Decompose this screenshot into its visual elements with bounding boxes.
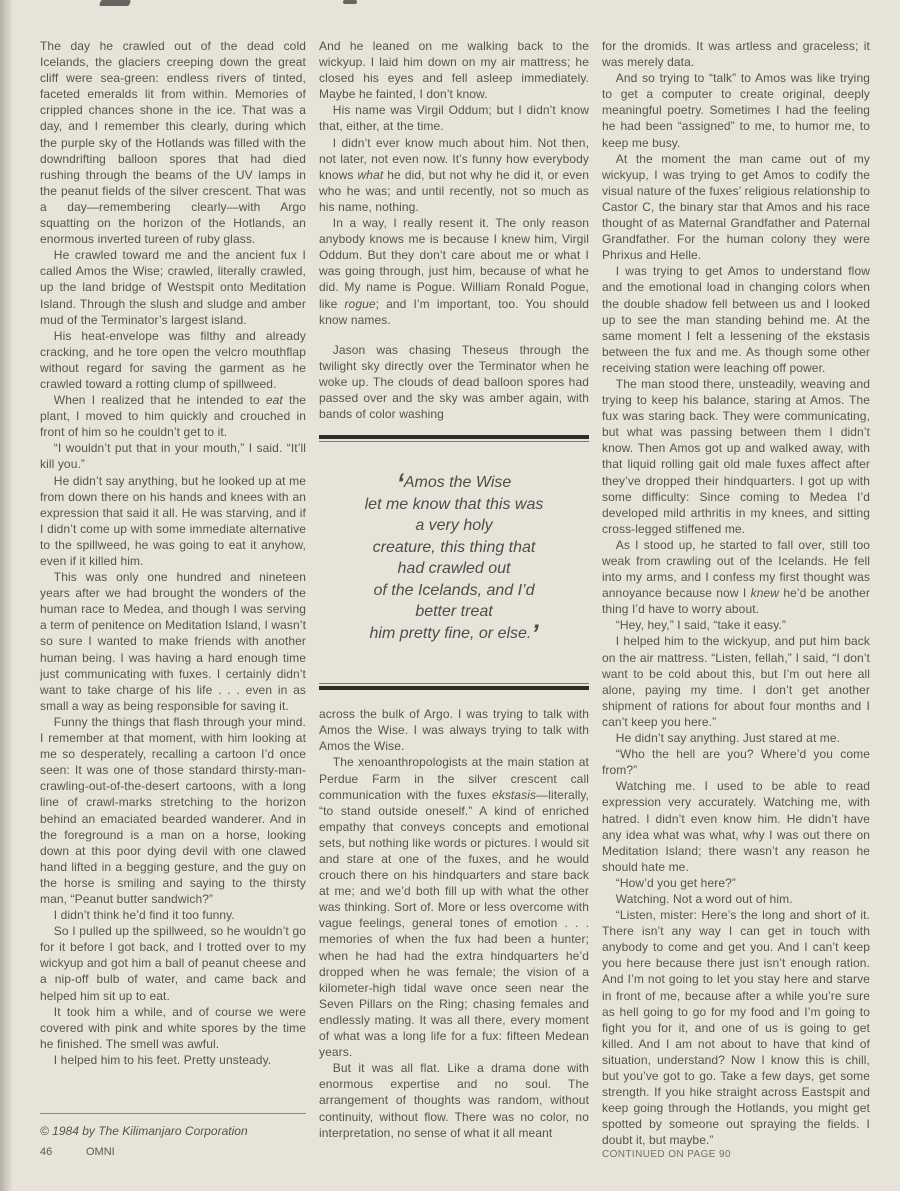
scan-artifact [99,0,131,6]
scan-artifact [343,0,357,4]
close-quote-mark: ’ [531,620,539,649]
paragraph: “Listen, mister: Here’s the long and short of it. There isn’t any way I can get in touch with anybody to come and get you. And I can’t keep you here because there just isn’t enough ration. And I’m not going to let you stay here and starve in front of me, because after a while you’re sure as hell going to go for my food and I’m going to fight you for it, and one of us is going to get killed. And I am not about to have that kind of situation, understand? Now I know this is chill, but you’ve got to go. Take a few days, get some strength. If you hike straight across Eastspit and keep going through the Hotlands, you might get spotted by someone out spraying the fields. I doubt it, but maybe.” [602,908,870,1148]
paragraph: In a way, I really resent it. The only reason anybody knows me is because I knew him, Virgil Oddum. But they don’t care about me or what I was going through, just him, because of what he did. My name is Pogue. William Ronald Pogue, like rogue; and I’m important, too. You should know names. [319,216,589,327]
paragraph: His heat-envelope was filthy and already cracking, and he tore open the velcro mouthflap without regard for saving the garment as he crawled toward a rotting clump of spillweed. [40,328,306,391]
paragraph: Watching me. I used to be able to read expression very accurately. Watching me, with hatred. I didn’t even know him. He didn’t have any idea what was what, why I was out there on Meditation Island; there wasn’t any reason he should hate me. [602,779,870,874]
middle-column-text-bottom [319,706,589,1141]
copyright-line: © 1984 by The Kilimanjaro Corporation [40,1124,248,1138]
footer-rule [40,1113,306,1114]
paragraph: As I stood up, he started to fall over, still too weak from crawling out of the Icelands. He fell into my arms, and I confess my first thought was annoyance because now I knew he’d be another thing I’d have to worry about. [602,537,870,617]
paragraph: Watching. Not a word out of him. [615,891,793,906]
paragraph: He crawled toward me and the ancient fux I called Amos the Wise; crawled, literally crawled, up the land bridge of Westspit onto Meditation Island. Through the slush and sludge and amber mud of the Terminator’s largest island. [40,248,306,327]
paragraph: This was only one hundred and nineteen years after we had brought the wonders of the human race to Medea, and though I was serving a term of penitence on Meditation Island, I wasn’t so sure I wanted to make friends with another human being. I was having a hard enough time just communicating with fuxes. I certainly didn’t want to take charge of his life . . . even in as small a way as being responsible for saving it. [40,570,306,713]
paragraph: I didn’t ever know much about him. Not then, not later, not even now. It’s funny how everybody knows what he did, but not why he did it, or even who he was; and until recently, not so much as his name, nothing. [319,135,590,214]
paragraph: I helped him to the wickyup, and put him back on the air mattress. “Listen, fellah,” I said, “I don’t want to be cold about this, but I’m out here all alone, paying my time. I don’t get another shipment of rations for about four months and I can’t keep you here.” [602,634,870,729]
paragraph: And he leaned on me walking back to the wickyup. I laid him down on my air mattress; he closed his eyes and fell asleep immediately. Maybe he fainted, I don’t know. [319,39,589,102]
pullquote-rule-bottom [319,683,589,690]
paragraph: I was trying to get Amos to understand flow and the emotional load in changing colors when the double shadow fell between us and I looked up to see the man standing behind me. At the same moment I felt a lessening of the ekstasis between the fux and me. As though some other receiving station were leaching off power. [602,264,870,375]
page-number: 46 [40,1146,53,1158]
paragraph: across the bulk of Argo. I was trying to talk with Amos the Wise. I was always trying to talk with Amos the Wise. [319,707,589,754]
paragraph: But it was all flat. Like a drama done with enormous expertise and no soul. The arrangement of thoughts was random, without continuity, without flow. There was no color, no interpretation, no sense of what it all meant [319,1061,589,1140]
paragraph: He didn’t say anything. Just stared at me. [615,731,841,746]
paragraph: Funny the things that flash through your mind. I remember at that moment, with him looking at me so desperately, recalling a cartoon I’d once seen: It was one of those standard thirsty-man-crawling-out-of-the-desert cartoons, with a long line of crawl-marks stretching to the horizon behind an emaciated bearded wanderer. And in the foreground is a man on a horse, looking down at this poor dying devil with one clawed hand lifted in a begging gesture, and the guy on the horse is smiling and saying to the thirsty man, “Peanut butter sandwich?” [40,714,306,906]
column-right [602,38,870,1170]
open-quote-mark: ‘ [396,469,404,498]
paragraph: I didn’t think he’d find it too funny. [53,908,235,923]
paragraph: The man stood there, unsteadily, weaving and trying to keep his balance, staring at Amos. The fux was staring back. They were communicating, but what was passing between them I didn’t know. Then Amos got up and walked away, with that liquid rolling gait old male fuxes affect after they’ve dropped their hindquarters. I got up with some difficulty: Since coming to Medea I’d developed mild arthritis in my knees, and sitting cross-legged stiffened me. [602,376,870,536]
magazine-name: OMNI [86,1146,115,1158]
middle-column-scene-break [319,342,589,422]
pull-quote: ‘Amos the Wise let me know that this was a very holy creature, this thing that had crawled out of the Icelands, and I’d better treat him pretty fine, or else.’ [364,469,544,649]
paragraph: I helped him to his feet. Pretty unsteady. [53,1052,272,1067]
rule-thick-bar [319,435,589,439]
left-column-text [40,38,306,1068]
paragraph: “Hey, hey,” I said, “take it easy.” [615,618,787,633]
continued-notice: CONTINUED ON PAGE 90 [602,1149,731,1160]
paragraph: At the moment the man came out of my wickyup, I was trying to get Amos to codify the visual nature of the fuxes’ religious relationship to Castor C, the binary star that Amos and his race thought of as Maternal Grandfather and Paternal Grandfather. For the human colony they were Phrixus and Helle. [602,151,870,263]
folio [40,1146,306,1158]
paragraph: He didn’t say anything, but he looked up at me from down there on his hands and knees with an expression that said it all. He was starving, and if I didn’t come up with some immediate alternative to the spillweed, he was going to eat it anyhow, even if it killed him. [40,473,306,568]
paragraph: So I pulled up the spillweed, so he wouldn’t go for it before I got back, and I trotted over to my wickyup and got him a ball of peanut cheese and a nip-off bulb of water, and came back and helped him sit up to eat. [40,924,306,1003]
paragraph: The xenoanthropologists at the main station at Perdue Farm in the silver crescent call communication with the fuxes ekstasis—literally, “to stand outside oneself.” A kind of enriched empathy that conveys concepts and emotional sets, but nothing like words or pictures. I would sit and stare at one of the fuxes, and he would crouch there on his hindquarters and stare back at me; and we’d both fill up with what the other was thinking. Sort of. More or less overcome with vague feelings, general tones of emotion . . . memories of when the fux had been a hunter; when he had had the extra hindquarters he’d dropped when he was female; the vision of a kilometer-high tidal wave once seen near the Seven Pillars on the Ring; chasing females and endlessly mating. It was all there, every moment of what was a long life for a fux: fifteen Medean years. [319,755,589,1060]
rule-thin-line [319,683,589,684]
column-left [40,38,306,1170]
paragraph: It took him a while, and of course we were covered with pink and white spores by the time he finished. The smell was awful. [40,1004,306,1051]
paragraph: for the dromids. It was artless and graceless; it was merely data. [602,39,870,70]
middle-column-text-top [319,38,589,328]
paragraph: “How’d you get here?” [615,875,736,890]
right-column-text [602,38,870,1148]
paragraph: “Who the hell are you? Where’d you come from?” [602,747,870,778]
pullquote-rule-top [319,435,589,442]
column-middle [319,38,589,1170]
paragraph: The day he crawled out of the dead cold Icelands, the glaciers creeping down the great cliff were sea-green: endless rivers of tinted, faceted emeralds lit from within. Memories of crippled chances shone in the ice. That was a day, and I remember this clearly, during which the purple sky of the Hotlands was filled with the downdrifting balloon spores that had died rushing through the beams of the UV lamps in the peanut fields of the silver crescent. That was a day—remembering clearly—with Argo squatting on the horizon of the Hotlands, an enormous inverted tureen of ruby glass. [40,39,306,247]
paragraph: Jason was chasing Theseus through the twilight sky directly over the Terminator when he woke up. The clouds of dead balloon spores had passed over and the sky was amber again, with bands of color washing [319,342,589,422]
rule-thick-bar [319,686,589,690]
column-layout [40,38,874,1170]
page-footer [40,1113,306,1170]
paragraph: “I wouldn’t put that in your mouth,” I said. “It’ll kill you.” [40,441,306,472]
paragraph: And so trying to “talk” to Amos was like trying to get a computer to create original, deeply meaningful poetry. Sometimes I had the feeling he had been “assigned” to me, to humor me, to keep me busy. [602,71,870,150]
paragraph: When I realized that he intended to eat the plant, I moved to him quickly and crouched in front of him so he couldn’t get to it. [40,393,306,440]
paragraph: His name was Virgil Oddum; but I didn’t know that, either, at the time. [319,103,589,134]
